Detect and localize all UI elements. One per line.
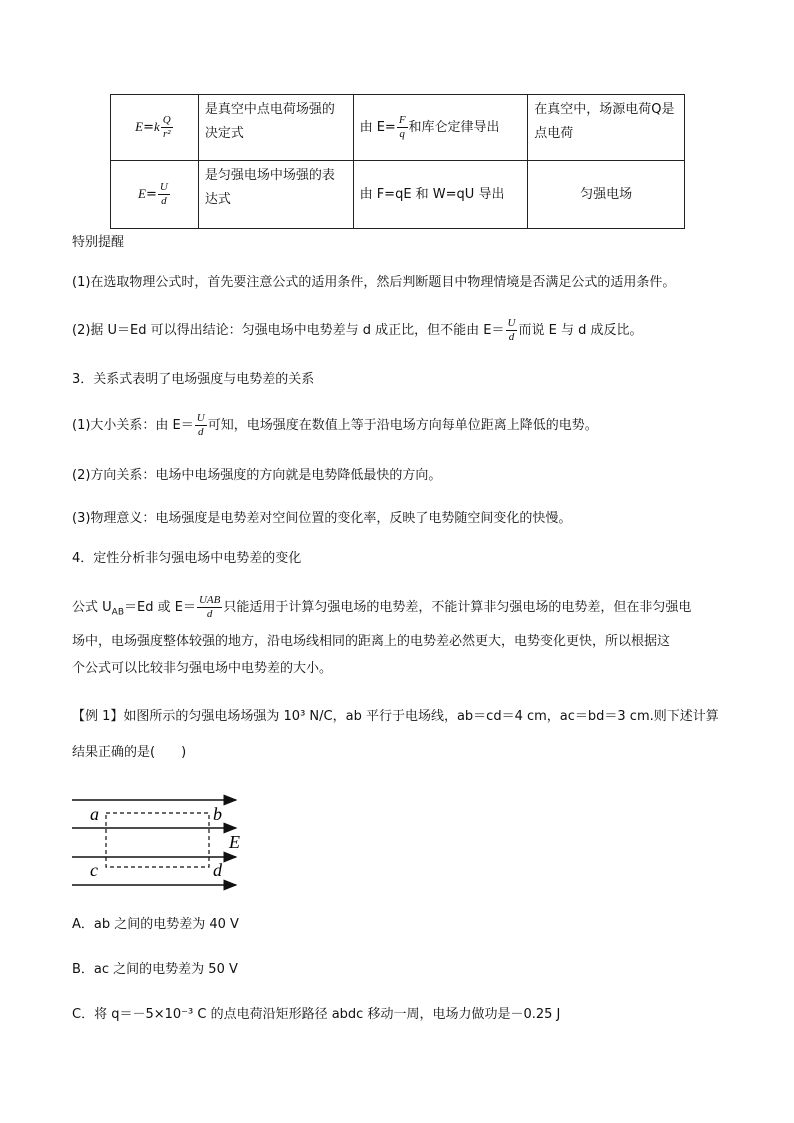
meaning-cell: 是真空中点电荷场强的决定式 (198, 95, 353, 161)
field-lines-svg (70, 793, 260, 893)
table-row (111, 161, 685, 229)
label-b: b (213, 804, 222, 824)
section-label: 特别提醒 (72, 235, 125, 250)
electric-field-diagram (70, 793, 260, 897)
derivation-cell: 由 E= $\frac{F}{q}$ 和库仑定律导出 (353, 95, 528, 161)
derivation-cell: 由 F=qE 和 W=qU 导出 (353, 161, 528, 229)
label-E: E (229, 832, 240, 852)
heading-4: 4．定性分析非匀强电场中电势差的变化 (72, 551, 302, 566)
paragraph-4-line-2: 场中，电场强度整体较强的地方，沿电场线相同的距离上的电势差必然更大，电势变化更快，所以根据这 (72, 634, 671, 649)
formula-cell: E= $\frac{U}{d}$ (111, 161, 199, 229)
example-line-1: 【例 1】如图所示的匀强电场场强为 10³ N/C，ab 平行于电场线，ab＝cd＝4 cm，ac＝bd＝3 cm.则下述计算 (72, 709, 719, 724)
example-line-2: 结果正确的是( ) (72, 745, 187, 760)
formula-table (110, 94, 685, 229)
relation-3: (3)物理意义：电场强度是电势差对空间位置的变化率，反映了电势随空间变化的快慢。 (72, 511, 572, 526)
note-1: (1)在选取物理公式时，首先要注意公式的适用条件，然后判断题目中物理情境是否满足公式的适用条件。 (72, 275, 676, 290)
label-c: c (90, 860, 98, 880)
label-a: a (90, 804, 99, 824)
label-d: d (213, 860, 222, 880)
dashed-rectangle (106, 813, 209, 867)
table-row (111, 95, 685, 161)
option-a: A．ab 之间的电势差为 40 V (72, 917, 239, 932)
option-c: C．将 q＝－5×10⁻³ C 的点电荷沿矩形路径 abdc 移动一周，电场力做功是－0.25 J (72, 1007, 561, 1022)
heading-3: 3．关系式表明了电场强度与电势差的关系 (72, 372, 315, 387)
fraction: $\frac{Q}{\text{r²}}$ (162, 114, 171, 140)
condition-cell: 匀强电场 (528, 161, 685, 229)
condition-cell: 在真空中，场源电荷Q是点电荷 (528, 95, 685, 161)
option-b: B．ac 之间的电势差为 50 V (72, 962, 238, 977)
relation-2: (2)方向关系：电场中电场强度的方向就是电势降低最快的方向。 (72, 468, 442, 483)
paragraph-4-line-3: 个公式可以比较非匀强电场中电势差的大小。 (72, 661, 333, 676)
relation-1: (1)大小关系：由 E＝ $\frac{U}{d}$ 可知，电场强度在数值上等于沿电场方向每单位距离上降低的电势。 (72, 412, 598, 438)
paragraph-4-line-1: 公式 $U_{AB}=Ed$ 或 E＝ $\frac{\text{UAB}}{d}$ 只能适用于计算匀强电场的电势差，不能计算非匀强电场的电势差，但在非匀强电 (72, 594, 692, 620)
formula-cell: E=k $\frac{Q}{\text{r²}}$ (111, 95, 199, 161)
meaning-cell: 是匀强电场中场强的表达式 (198, 161, 353, 229)
note-2: (2)据 U＝Ed 可以得出结论：匀强电场中电势差与 d 成正比，但不能由 E＝ $\frac{U}{d}$ 而说 E 与 d 成反比。 (72, 317, 643, 343)
